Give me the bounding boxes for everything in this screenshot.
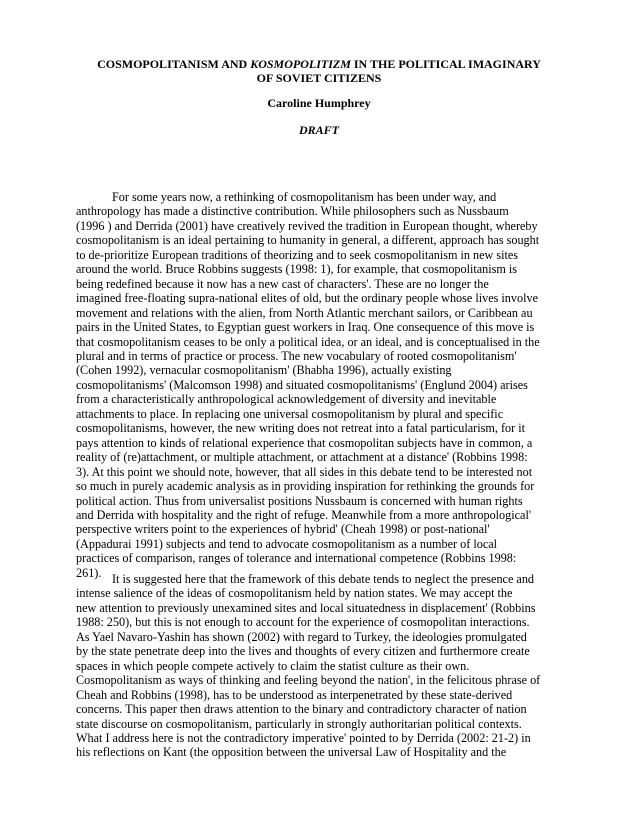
paragraph-line: (1996 ) and Derrida (2001) have creatively revived the tradition in European thought, whereby [76, 218, 538, 233]
paragraph-line: It is suggested here that the framework of this debate tends to neglect the presence and [112, 572, 535, 586]
paragraph-line: his reflections on Kant (the opposition between the universal Law of Hospitality and the [76, 745, 507, 760]
paragraph-line: movement and relations with the alien, from North Atlantic merchant sailors, or Caribbean au [76, 305, 533, 320]
paragraph-line: (Cohen 1992), vernacular cosmopolitanism' (Bhabha 1996), actually existing [76, 363, 452, 378]
paragraph-line: 261). [76, 565, 102, 580]
paragraph-line: Cosmopolitanism as ways of thinking and feeling beyond the nation', in the felicitous phrase of [76, 673, 541, 688]
title-part1: COSMOPOLITANISM AND [97, 57, 251, 71]
paragraph-line: so much in purely academic analysis as in providing inspiration for rethinking the grounds for [76, 479, 535, 494]
paragraph-line: pairs in the United States, to Egyptian guest workers in Iraq. One consequence of this move is [76, 320, 535, 335]
paragraph-line: 3). At this point we should note, however, that all sides in this debate tend to be interested not [76, 464, 533, 479]
paragraph-line: For some years now, a rethinking of cosmopolitanism has been under way, and [112, 190, 497, 204]
paragraph-line: political action. Thus from universalist positions Nussbaum is concerned with human rights [76, 493, 523, 508]
paragraph-line: cosmopolitanism is an ideal pertaining to humanity in general, a different, approach has sought [76, 233, 540, 248]
paragraph-line: spaces in which people compete actively to claim the statist culture as their own. [76, 658, 470, 673]
paragraph-2 [76, 572, 564, 760]
paragraph-line: cosmopolitanisms' (Malcomson 1998) and situated cosmopolitanisms' (Englund 2004) arises [76, 377, 528, 392]
paragraph-line: What I address here is not the contradictory imperative' pointed to by Derrida (2002: 21-2) in [76, 730, 531, 745]
paragraph-line: state discourse on cosmopolitanism, particularly in strongly authoritarian political contexts. [76, 716, 522, 731]
paper-title [40, 57, 598, 86]
paragraph-line: cosmopolitanisms, however, the new writing does not retreat into a fatal particularism, for it [76, 421, 525, 436]
paragraph-line: by the state penetrate deep into the lives and thoughts of every citizen and furthermore create [76, 644, 530, 659]
paragraph-line: reality of (re)attachment, or multiple attachment, or attachment at a distance' (Robbins 1998: [76, 450, 528, 465]
paragraph-line: perspective writers point to the experiences of hybrid' (Cheah 1998) or post-national' [76, 522, 490, 537]
title-italic-term: KOSMOPOLITIZM [250, 57, 351, 71]
paragraph-line: new attention to previously unexamined sites and local situatedness in displacement' (Robbins [76, 600, 536, 615]
title-part2: IN THE POLITICAL IMAGINARY [350, 57, 541, 71]
paragraph-line: concerns. This paper then draws attention to the binary and contradictory character of nation [76, 702, 527, 717]
paragraph-line: from a characteristically anthropological acknowledgement of diversity and inevitable [76, 392, 497, 407]
paragraph-line: to de-prioritize European traditions of theorizing and to seek cosmopolitanism in new sites [76, 247, 519, 262]
paragraph-line: As Yael Navaro-Yashin has shown (2002) with regard to Turkey, the ideologies promulgated [76, 629, 527, 644]
paragraph-line: that cosmopolitanism ceases to be only a political idea, or an ideal, and is conceptualised in the [76, 334, 540, 349]
paragraph-line: attachments to place. In replacing one universal cosmopolitanism by plural and specific [76, 406, 504, 421]
paragraph-line: imagined free-floating supra-national elites of old, but the ordinary people whose lives involve [76, 291, 538, 306]
paragraph-line: practices of comparison, ranges of tolerance and international competence (Robbins 1998: [76, 551, 517, 566]
paragraph-line: and Derrida with hospitality and the right of refuge. Meanwhile from a more anthropological' [76, 507, 532, 522]
author-name: Caroline Humphrey [267, 96, 371, 110]
paragraph-line: (Appadurai 1991) subjects and tend to advocate cosmopolitanism as a number of local [76, 536, 498, 551]
paragraph-line: plural and in terms of practice or process. The new vocabulary of rooted cosmopolitanism' [76, 348, 517, 363]
draft-label: DRAFT [298, 123, 339, 137]
paragraph-line: 1988: 250), but this is not enough to account for the experience of cosmopolitan interactions. [76, 615, 530, 630]
paragraph-line: being redefined because it now has a new cast of characters'. These are no longer the [76, 276, 489, 291]
paragraph-line: pays attention to kinds of relational experience that cosmopolitan subjects have in common, a [76, 435, 533, 450]
title-line2: OF SOVIET CITIZENS [256, 71, 382, 86]
paragraph-1 [76, 190, 564, 580]
paragraph-line: around the world. Bruce Robbins suggests (1998: 1), for example, that cosmopolitanism is [76, 262, 518, 277]
paragraph-line: Cheah and Robbins (1998), has to be understood as interpenetrated by these state-derived [76, 687, 513, 702]
paragraph-line: intense salience of the ideas of cosmopolitanism held by nation states. We may accept the [76, 586, 513, 601]
paragraph-line: anthropology has made a distinctive contribution. While philosophers such as Nussbaum [76, 204, 509, 219]
